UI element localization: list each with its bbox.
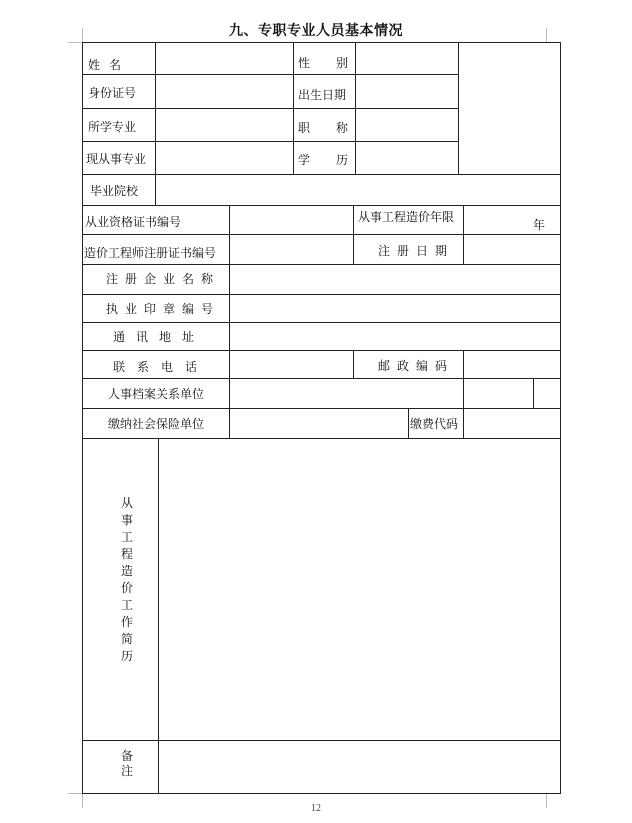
crop-mark-top-left: [68, 28, 83, 43]
col-line: [158, 438, 159, 794]
label-current-major: 现从事专业: [86, 152, 147, 166]
row-line: [82, 408, 561, 409]
col-line: [463, 205, 464, 264]
label-work-history: 从事工程造价工作简历: [120, 496, 133, 663]
col-line: [353, 350, 354, 378]
col-line: [229, 205, 230, 438]
label-job-title: [298, 121, 374, 135]
postcode-label-text: 邮政编码: [378, 359, 455, 373]
label-address: [113, 330, 205, 344]
seal-no-label-text: 执业印章编号: [106, 302, 221, 316]
row-line: [82, 74, 458, 75]
row-line: [82, 740, 561, 741]
col-line: [458, 42, 459, 174]
crop-mark-top-right: [546, 28, 561, 43]
label-cost-years: 从事工程造价年限: [358, 210, 455, 224]
col-line: [353, 205, 354, 264]
label-qualification-cert-no: 从业资格证书编号: [85, 215, 182, 229]
label-school: 毕业院校: [90, 184, 139, 198]
row-line: [82, 264, 561, 265]
row-line: [82, 378, 561, 379]
label-postcode: [378, 359, 454, 373]
label-social-insurance-unit: 缴纳社会保险单位: [108, 417, 205, 431]
label-education: [298, 153, 374, 167]
row-line: [82, 174, 561, 175]
row-line: [82, 234, 561, 235]
page-number: 12: [311, 803, 321, 814]
col-line: [155, 42, 156, 174]
reg-company-label-text: 注册企业名称: [106, 272, 221, 286]
col-line: [293, 42, 294, 174]
label-gender: [298, 56, 374, 70]
label-cost-engineer-reg-no: 造价工程师注册证书编号: [84, 246, 217, 260]
label-major: 所学专业: [88, 120, 137, 134]
label-remarks: 备注: [120, 749, 133, 778]
col-line: [408, 408, 409, 438]
row-line: [82, 205, 561, 206]
address-label-text: 通讯地址: [113, 330, 206, 344]
label-seal-no: [106, 302, 220, 316]
label-id-number: 身份证号: [88, 86, 137, 100]
page-title: 九、专职专业人员基本情况: [229, 23, 403, 39]
row-line: [82, 350, 561, 351]
row-line: [82, 438, 561, 439]
col-line: [155, 174, 156, 205]
gender-label-text: 性别: [298, 56, 375, 70]
job-title-label-text: 职称: [298, 121, 375, 135]
label-hr-archive-unit: 人事档案关系单位: [108, 387, 205, 401]
label-name: [88, 58, 130, 72]
phone-label-text: 联系电话: [113, 360, 210, 374]
label-payment-code: 缴费代码: [410, 417, 459, 431]
label-phone: [113, 360, 209, 374]
reg-date-label-text: 注册日期: [378, 244, 455, 258]
col-line: [463, 408, 464, 438]
label-birth-date: 出生日期: [298, 88, 347, 102]
col-line: [463, 350, 464, 408]
label-year-unit: 年: [533, 218, 546, 232]
row-line: [82, 108, 458, 109]
label-reg-date: [378, 244, 454, 258]
row-line: [82, 294, 561, 295]
name-label-text: 姓名: [88, 58, 131, 72]
row-line: [82, 141, 458, 142]
row-line: [82, 322, 561, 323]
col-line: [533, 378, 534, 408]
education-label-text: 学历: [298, 153, 375, 167]
label-reg-company: [106, 272, 220, 286]
